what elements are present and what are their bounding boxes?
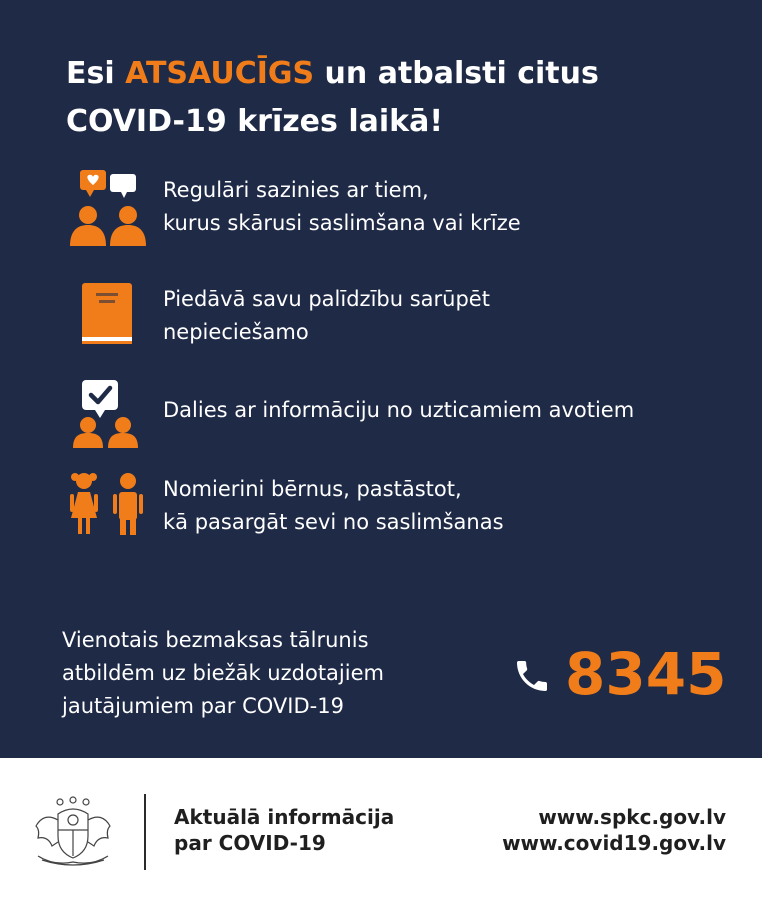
hotline-line: atbildēm uz biežāk uzdotajiem: [62, 661, 384, 685]
footer-info: [174, 804, 394, 856]
phone-icon: [512, 656, 552, 696]
tip-text-line: Piedāvā savu palīdzību sarūpēt: [163, 287, 490, 311]
conversation-people-icon: [66, 168, 156, 258]
headline-part1: Esi: [66, 56, 126, 91]
hotline-description: [62, 624, 462, 723]
footer-info-line: Aktuālā informācija: [174, 805, 395, 829]
tip-text-line: nepieciešamo: [163, 320, 309, 344]
headline-part2: un atbalsti citus: [314, 56, 599, 91]
tip-text-line: Dalies ar informāciju no uzticamiem avotiem: [163, 398, 635, 422]
hotline-line: Vienotais bezmaksas tālrunis: [62, 628, 369, 652]
tip-text-line: kā pasargāt sevi no saslimšanas: [163, 510, 504, 534]
headline-accent: ATSAUCĪGS: [125, 56, 315, 91]
footer-urls: [502, 804, 726, 856]
hotline-line: jautājumiem par COVID-19: [62, 694, 344, 718]
book-icon: [66, 280, 156, 370]
coat-of-arms-icon: [30, 796, 116, 870]
tip-item-help: [66, 280, 736, 370]
headline-line2: COVID-19 krīzes laikā!: [66, 104, 444, 139]
headline: [66, 50, 726, 146]
children-icon: [66, 468, 156, 558]
tip-item-share-info: [66, 376, 736, 466]
footer-divider: [144, 794, 146, 870]
spkc-link[interactable]: www.spkc.gov.lv: [538, 805, 726, 829]
covid19-link[interactable]: www.covid19.gov.lv: [502, 831, 726, 855]
hotline-number[interactable]: 8345: [565, 640, 727, 708]
tip-item-contact: [66, 168, 736, 258]
checkmark-speech-people-icon: [66, 376, 156, 466]
tip-text-line: Nomierini bērnus, pastāstot,: [163, 477, 462, 501]
tip-text-line: Regulāri sazinies ar tiem,: [163, 178, 429, 202]
footer-info-line: par COVID-19: [174, 831, 326, 855]
tip-text-line: kurus skārusi saslimšana vai krīze: [163, 211, 521, 235]
tip-item-children: [66, 468, 736, 558]
footer: [0, 758, 762, 900]
